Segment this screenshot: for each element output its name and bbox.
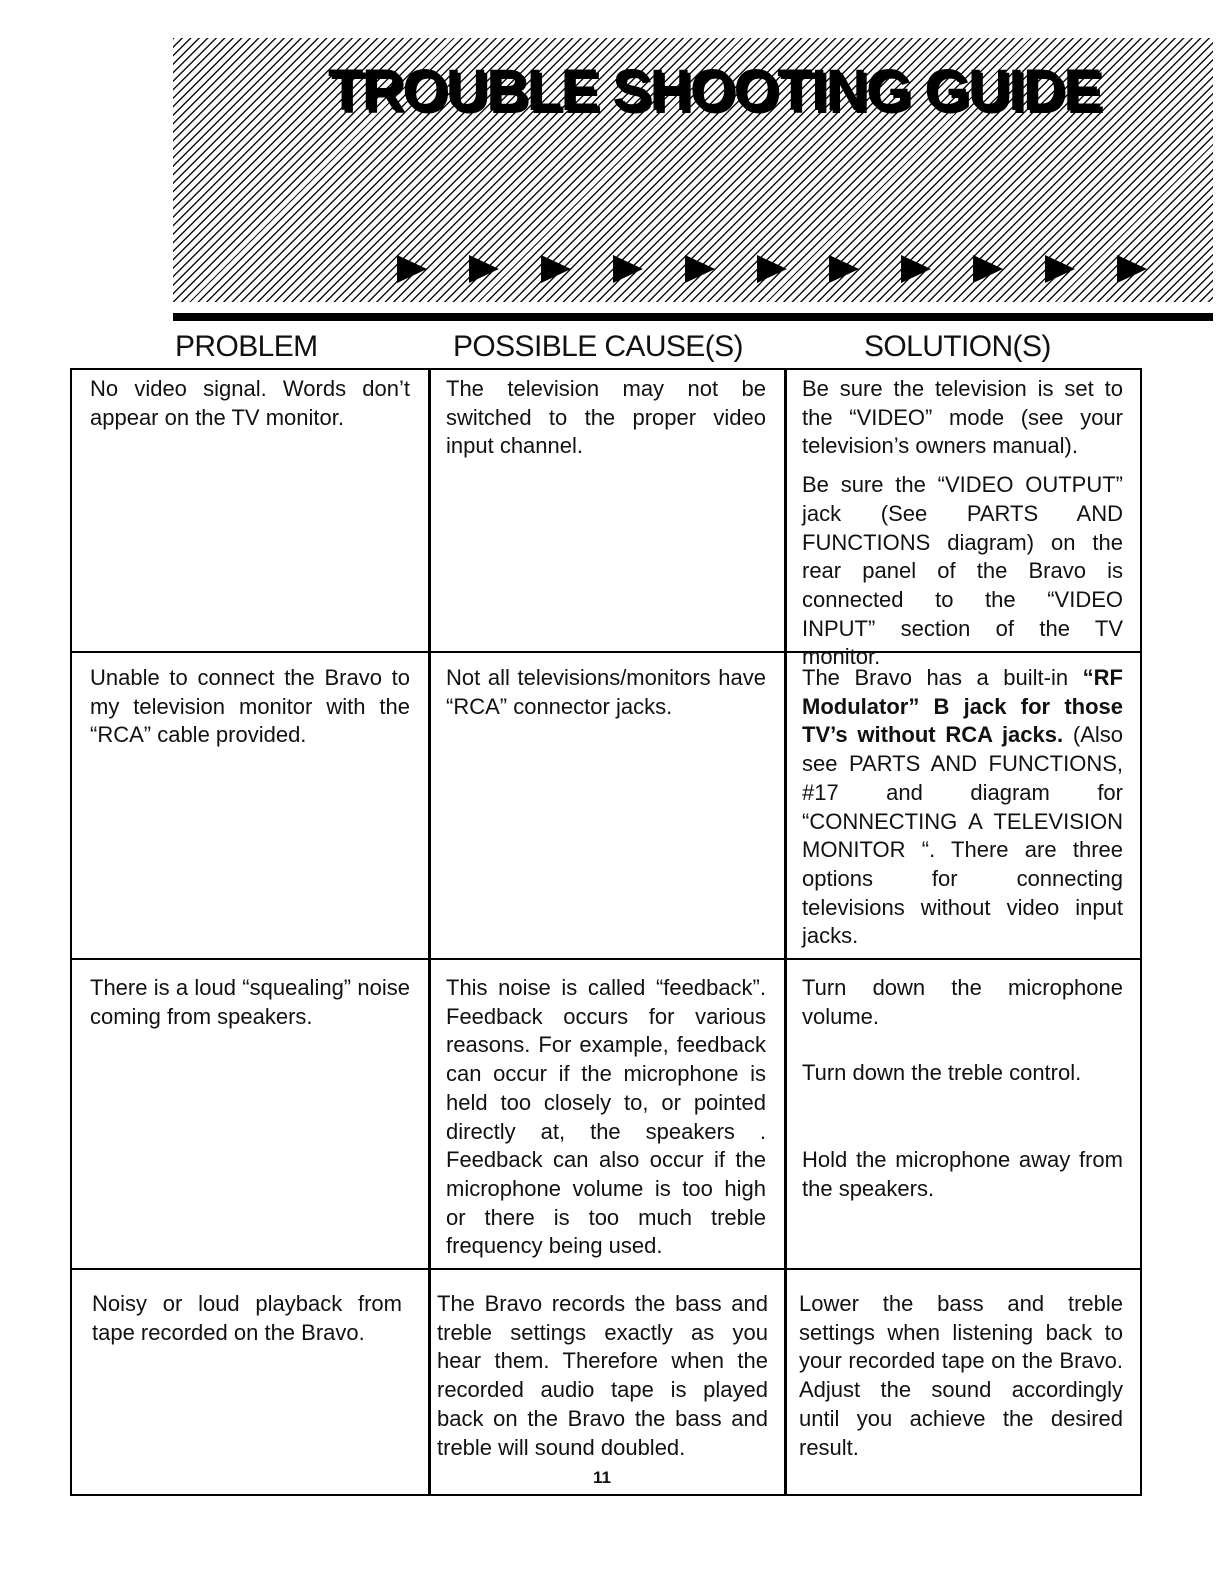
column-heading-solution: SOLUTION(S)	[864, 330, 1051, 363]
right-triangle-arrow-icon	[971, 252, 1005, 286]
solution-paragraph: Be sure the “VIDEO OUTPUT” jack (See PARTS AND FUNCTIONS diagram) on the rear panel of the Bravo is connected to the “VIDEO INPUT” section of the TV monitor.	[802, 472, 1123, 670]
solution-paragraph: Hold the microphone away from the speakers.	[802, 1147, 1123, 1201]
right-triangle-arrow-icon	[395, 252, 429, 286]
solution-paragraph: Turn down the microphone volume.	[802, 975, 1123, 1029]
column-divider	[784, 368, 787, 1496]
arrow-row	[395, 252, 1155, 292]
table-row-4-cause: The Bravo records the bass and treble settings exactly as you hear them. Therefore when the recorded audio tape is played back on the Bravo the bass and treble will sound doubled.	[437, 1291, 768, 1460]
column-heading-problem: PROBLEM	[175, 330, 318, 363]
table-row-4-solution: Lower the bass and treble settings when listening back to your recorded tape on the Bravo. Adjust the sound accordingly until you achieve the desired result.	[799, 1291, 1123, 1460]
table-bottom-rule	[70, 1494, 1142, 1496]
row-divider	[70, 1268, 1142, 1270]
table-top-rule	[70, 368, 1142, 370]
table-row-2-solution	[802, 664, 1123, 951]
solution-lead-text: The Bravo has a built-in	[802, 665, 1069, 690]
table-row-1-cause: The television may not be switched to the proper video input channel.	[446, 376, 766, 459]
right-triangle-arrow-icon	[467, 252, 501, 286]
column-heading-cause: POSSIBLE CAUSE(S)	[453, 330, 743, 363]
header-rule	[173, 313, 1213, 321]
right-triangle-arrow-icon	[683, 252, 717, 286]
solution-paragraph: Be sure the television is set to the “VIDEO” mode (see your television’s owners manual).	[802, 376, 1123, 459]
table-row-2-problem: Unable to connect the Bravo to my television monitor with the “RCA” cable provided.	[90, 665, 410, 748]
solution-rest-text: (Also see PARTS AND FUNCTIONS, #17 and diagram for “CONNECTING A TELEVISION MONITOR “. There are three options for connecting televisions without video input jacks.	[802, 722, 1123, 949]
right-triangle-arrow-icon	[755, 252, 789, 286]
solution-bold-text: “RF Modulator” B jack for those TV’s without RCA jacks.	[802, 665, 1123, 748]
solution-paragraph: Turn down the treble control.	[802, 1060, 1082, 1086]
page-number: 11	[593, 1468, 611, 1487]
right-triangle-arrow-icon	[611, 252, 645, 286]
right-triangle-arrow-icon	[899, 252, 933, 286]
table-right-border	[1140, 368, 1142, 1496]
table-row-1-problem: No video signal. Words don’t appear on the TV monitor.	[90, 376, 410, 430]
table-left-border	[70, 368, 72, 1496]
table-row-2-cause: Not all televisions/monitors have “RCA” connector jacks.	[446, 665, 766, 719]
table-row-4-problem: Noisy or loud playback from tape recorded on the Bravo.	[92, 1291, 402, 1345]
table-row-3-problem: There is a loud “squealing” noise coming from speakers.	[90, 975, 410, 1029]
table-row-1-solution	[802, 375, 1123, 672]
row-divider	[70, 958, 1142, 960]
table-row-3-solution	[802, 974, 1123, 1204]
right-triangle-arrow-icon	[827, 252, 861, 286]
right-triangle-arrow-icon	[539, 252, 573, 286]
table-row-3-cause: This noise is called “feedback”. Feedback occurs for various reasons. For example, feedback can occur if the microphone is held too closely to, or pointed directly at, the speakers . Feedback can also occur if the microphone volume is too high or there is too much treble frequency being used.	[446, 975, 766, 1259]
page-title: TROUBLE SHOOTING GUIDE	[328, 58, 1101, 123]
right-triangle-arrow-icon	[1043, 252, 1077, 286]
right-triangle-arrow-icon	[1115, 252, 1149, 286]
column-divider	[428, 368, 431, 1496]
